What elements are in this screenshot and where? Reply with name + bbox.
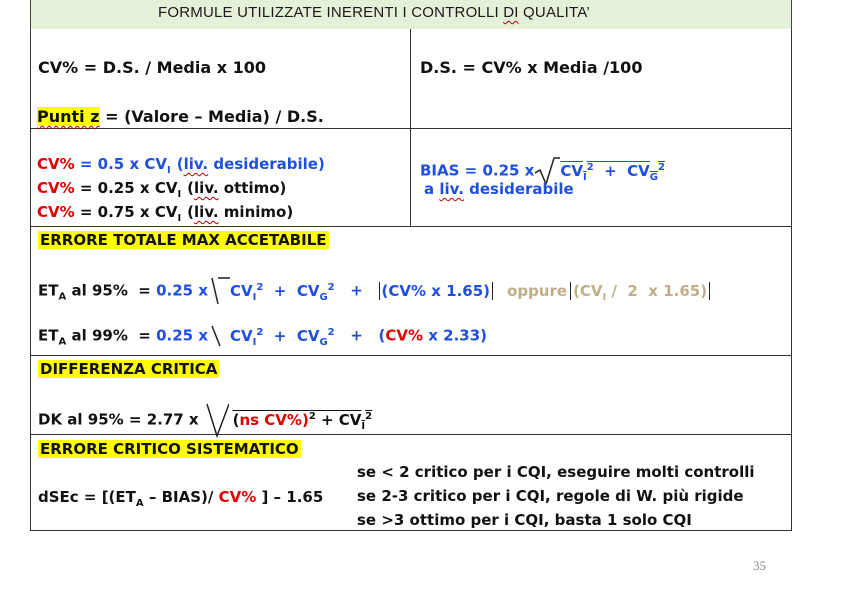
rule-item: se < 2 critico per i CQI, eseguire molti controlli bbox=[357, 463, 755, 481]
alt-sub: I bbox=[602, 291, 607, 303]
eta99-formula bbox=[38, 324, 487, 348]
title-text-a: FORMULE UTILIZZATE INERENTI I CONTROLLI bbox=[158, 4, 504, 21]
bias-level-liv: liv. bbox=[439, 180, 464, 198]
cvi-sub: I bbox=[252, 291, 257, 303]
title-text-b: DI bbox=[503, 4, 519, 21]
cv-symbol: CV bbox=[144, 155, 167, 173]
eta95-alt bbox=[570, 281, 710, 303]
oppure-label: oppure bbox=[507, 281, 568, 300]
cvg: CV bbox=[627, 161, 650, 180]
cv-level-text: minimo) bbox=[218, 203, 294, 221]
bias-level-a: a bbox=[424, 180, 440, 198]
cvg-sup: 2 bbox=[327, 326, 335, 338]
cv-level-text: ottimo) bbox=[218, 179, 287, 197]
title-bar bbox=[30, 0, 792, 29]
cv-liv: liv. bbox=[194, 203, 219, 221]
eta95-paren bbox=[379, 282, 494, 300]
row-divider bbox=[30, 128, 792, 129]
ecs-header-text: ERRORE CRITICO SISTEMATICO bbox=[40, 440, 299, 458]
cv-formula: CV% = D.S. / Media x 100 bbox=[38, 58, 267, 77]
rule-item: se >3 ottimo per i CQI, basta 1 solo CQI bbox=[357, 511, 692, 529]
cvg-sup: 2 bbox=[658, 161, 665, 173]
dsec-formula bbox=[38, 488, 323, 509]
cv-liv: liv. bbox=[183, 155, 209, 173]
eta99-radicand bbox=[230, 326, 335, 348]
dsec-a: dSEc = [(ET bbox=[38, 488, 136, 506]
eta-coef: 0.25 x bbox=[156, 281, 209, 300]
cv-lhs: CV% bbox=[37, 179, 75, 197]
page-title bbox=[158, 4, 590, 21]
eta-lhs: ET bbox=[38, 326, 59, 345]
dsec-b: – BIAS)/ bbox=[143, 488, 219, 506]
ecs-header bbox=[38, 440, 301, 458]
eta99-mult: x 2.33) bbox=[423, 326, 488, 345]
eta-coef: 0.25 x bbox=[156, 326, 209, 345]
sqrt-icon bbox=[208, 324, 230, 348]
ete-header bbox=[38, 231, 329, 249]
cvi-sub: I bbox=[252, 336, 257, 348]
dk-ns: ns CV%) bbox=[239, 410, 309, 429]
cvg-sub: G bbox=[319, 336, 328, 348]
bias-level-text: desiderabile bbox=[463, 180, 574, 198]
cvg-sub: G bbox=[319, 291, 328, 303]
cv-eq: = 0.25 x bbox=[74, 179, 155, 197]
cv-paren: ( bbox=[187, 179, 195, 197]
eta-lhs-rest: al 99% = bbox=[66, 326, 157, 345]
dk-formula bbox=[38, 402, 372, 438]
paren-open: ( bbox=[378, 326, 386, 345]
dk-paren: ( bbox=[232, 410, 240, 429]
eta-sub: A bbox=[58, 291, 67, 303]
cv-level-text: desiderabile) bbox=[208, 155, 325, 173]
cvi: CV bbox=[230, 326, 253, 345]
cv-symbol: CV bbox=[154, 203, 178, 221]
plus: + bbox=[334, 281, 379, 300]
cvi-sub: I bbox=[582, 171, 587, 183]
cv-sub: I bbox=[177, 213, 182, 224]
alt-a: (CV bbox=[573, 281, 603, 300]
z-score-rest: = (Valore – Media) / D.S. bbox=[99, 107, 324, 126]
cv-paren: ( bbox=[187, 203, 195, 221]
cv-eq: = 0.75 x bbox=[74, 203, 155, 221]
cvg: CV bbox=[296, 326, 320, 345]
cv-lhs: CV% bbox=[37, 155, 75, 173]
cv-level-desiderabile bbox=[37, 155, 325, 176]
eta99-cv: CV% bbox=[385, 326, 424, 345]
dsec-sub: A bbox=[135, 498, 144, 509]
plus: + bbox=[593, 161, 628, 180]
cv-eq: = 0.5 x bbox=[74, 155, 145, 173]
dk-rest: + CV bbox=[315, 410, 362, 429]
cvg-sup: 2 bbox=[327, 281, 335, 293]
cvg-sub: G bbox=[649, 171, 658, 183]
cv-level-ottimo bbox=[37, 179, 286, 200]
eta-sub: A bbox=[58, 336, 67, 348]
cv-paren: ( bbox=[176, 155, 184, 173]
row-divider bbox=[30, 355, 792, 356]
cv-sub: I bbox=[177, 189, 182, 200]
bias-level bbox=[424, 180, 574, 198]
dk-sup2: 2 bbox=[365, 410, 373, 422]
dc-header-text: DIFFERENZA CRITICA bbox=[40, 360, 218, 378]
dk-prefix: DK al 95% = 2.77 x bbox=[38, 410, 199, 429]
cv-symbol: CV bbox=[154, 179, 178, 197]
row-divider bbox=[30, 226, 792, 227]
cvi-sup: 2 bbox=[256, 326, 264, 338]
eta-lhs: ET bbox=[38, 281, 59, 300]
sqrt-icon bbox=[208, 276, 230, 306]
dk-radicand bbox=[229, 410, 373, 432]
plus: + bbox=[263, 281, 297, 300]
plus: + bbox=[334, 326, 379, 345]
dsec-cv: CV% bbox=[218, 488, 257, 506]
title-text-c: QUALITA’ bbox=[518, 4, 590, 21]
dk-sub: I bbox=[361, 420, 366, 432]
eta-lhs-rest: al 95% = bbox=[66, 281, 157, 300]
cv-lhs: CV% bbox=[37, 203, 75, 221]
eta95-radicand bbox=[230, 281, 335, 303]
dk-sup: 2 bbox=[308, 410, 316, 422]
bias-radicand bbox=[560, 161, 665, 183]
sqrt-icon bbox=[199, 402, 229, 438]
cv-sub: I bbox=[167, 165, 171, 176]
bias-prefix: BIAS = 0.25 x bbox=[420, 161, 535, 180]
plus: + bbox=[263, 326, 297, 345]
cv-level-minimo bbox=[37, 203, 293, 224]
cv-liv: liv. bbox=[194, 179, 219, 197]
alt-rest: / 2 x 1.65) bbox=[606, 281, 708, 300]
cvi: CV bbox=[230, 281, 253, 300]
dsec-d: ] – 1.65 bbox=[256, 488, 324, 506]
z-score-label: Punti z bbox=[37, 107, 100, 126]
eta95-paren-text: (CV% x 1.65) bbox=[381, 281, 491, 300]
cvi-sup: 2 bbox=[256, 281, 264, 293]
ete-header-text: ERRORE TOTALE MAX ACCETABILE bbox=[40, 231, 327, 249]
rule-item: se 2-3 critico per i CQI, regole di W. più rigide bbox=[357, 487, 744, 505]
cvi-sup: 2 bbox=[586, 161, 594, 173]
z-score-formula bbox=[37, 107, 324, 126]
page-number: 35 bbox=[753, 558, 766, 573]
cvi: CV bbox=[560, 161, 583, 180]
eta95-formula bbox=[38, 276, 710, 306]
dc-header bbox=[38, 360, 219, 378]
cvg: CV bbox=[296, 281, 320, 300]
ds-formula: D.S. = CV% x Media /100 bbox=[420, 58, 643, 77]
